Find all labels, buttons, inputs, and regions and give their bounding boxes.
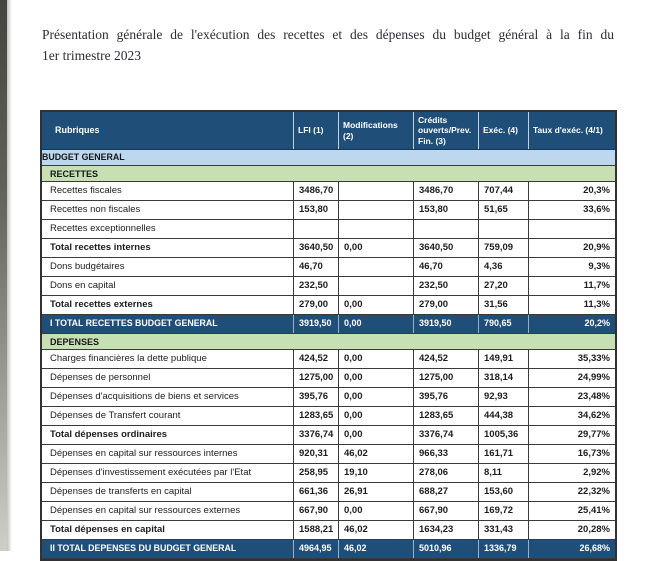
cell-taux-exec: 34,62%	[577, 410, 610, 421]
cell-modifications: 46,02	[339, 445, 414, 463]
table-row	[42, 388, 615, 407]
cell-credits-ouverts: 424,52	[414, 350, 479, 368]
row-label: Dépenses d'acquisitions de biens et services	[42, 388, 294, 406]
scanned-page-edge	[0, 0, 7, 551]
cell-modifications: 0,00	[339, 502, 414, 520]
table-row	[42, 182, 615, 201]
row-label: Recettes fiscales	[42, 182, 294, 200]
cell-credits-ouverts: 5010,96	[414, 540, 479, 558]
table-row	[42, 521, 615, 540]
group-header-budget-general: BUDGET GENERAL	[42, 150, 615, 166]
cell-credits-ouverts: 279,00	[414, 296, 479, 314]
cell-taux-exec: 20,3%	[583, 185, 610, 196]
cell-exec: 318,14	[479, 369, 529, 387]
cell-exec: 8,11	[479, 464, 529, 482]
cell-exec: 31,56	[479, 296, 529, 314]
cell-credits-ouverts	[414, 220, 479, 238]
cell-exec	[479, 220, 529, 238]
row-label: Recettes exceptionnelles	[42, 220, 294, 238]
cell-lfi: 3376,74	[294, 426, 339, 444]
section-row: DEPENSES	[42, 334, 615, 350]
cell-exec: 707,44	[479, 182, 529, 200]
cell-taux-exec: 11,3%	[583, 299, 610, 310]
cell-lfi: 3486,70	[294, 182, 339, 200]
cell-modifications: 0,00	[339, 239, 414, 257]
table-row	[42, 296, 615, 315]
cell-exec: 27,20	[479, 277, 529, 295]
cell-credits-ouverts: 667,90	[414, 502, 479, 520]
cell-credits-ouverts: 278,06	[414, 464, 479, 482]
cell-taux-exec: 11,7%	[583, 280, 610, 291]
cell-credits-ouverts: 153,80	[414, 201, 479, 219]
cell-exec: 331,43	[479, 521, 529, 539]
column-header-rubriques: Rubriques	[42, 112, 294, 149]
total-row	[42, 540, 615, 559]
cell-exec: 1336,79	[479, 540, 529, 558]
cell-taux-exec: 2,92%	[583, 467, 610, 478]
cell-modifications: 46,02	[339, 521, 414, 539]
row-label: Dons en capital	[42, 277, 294, 295]
cell-modifications: 0,00	[339, 388, 414, 406]
cell-exec: 149,91	[479, 350, 529, 368]
cell-taux-exec: 20,9%	[583, 242, 610, 253]
total-row	[42, 315, 615, 334]
row-label: Dépenses en capital sur ressources externes	[42, 502, 294, 520]
table-row	[42, 258, 615, 277]
cell-lfi: 232,50	[294, 277, 339, 295]
cell-exec: 4,36	[479, 258, 529, 276]
cell-lfi: 1275,00	[294, 369, 339, 387]
cell-taux-exec: 29,77%	[577, 429, 610, 440]
cell-exec: 444,38	[479, 407, 529, 425]
cell-lfi: 3919,50	[294, 315, 339, 333]
table-row	[42, 445, 615, 464]
cell-lfi: 1283,65	[294, 407, 339, 425]
table-row	[42, 483, 615, 502]
cell-taux-exec: 20,2%	[584, 318, 610, 328]
cell-credits-ouverts: 966,33	[414, 445, 479, 463]
row-label: Dépenses de Transfert courant	[42, 407, 294, 425]
column-header-taux-exec: Taux d'exéc. (4/1)	[533, 125, 603, 136]
cell-modifications: 0,00	[339, 296, 414, 314]
cell-credits-ouverts: 1283,65	[414, 407, 479, 425]
cell-modifications	[339, 182, 414, 200]
cell-modifications: 0,00	[339, 315, 414, 333]
cell-credits-ouverts: 688,27	[414, 483, 479, 501]
cell-exec: 153,60	[479, 483, 529, 501]
cell-lfi: 395,76	[294, 388, 339, 406]
cell-credits-ouverts: 395,76	[414, 388, 479, 406]
cell-taux-exec: 20,28%	[577, 524, 610, 535]
cell-modifications: 26,91	[339, 483, 414, 501]
cell-modifications: 0,00	[339, 407, 414, 425]
budget-table-body	[42, 166, 615, 559]
cell-taux-exec	[529, 220, 615, 238]
cell-taux-exec: 26,68%	[579, 543, 610, 553]
table-header-row	[42, 112, 615, 150]
cell-lfi: 4964,95	[294, 540, 339, 558]
cell-exec: 51,65	[479, 201, 529, 219]
cell-modifications	[339, 220, 414, 238]
cell-credits-ouverts: 3919,50	[414, 315, 479, 333]
cell-credits-ouverts: 1634,23	[414, 521, 479, 539]
table-row	[42, 369, 615, 388]
column-header-modifications: Modifications (2)	[339, 112, 414, 149]
cell-modifications	[339, 201, 414, 219]
row-label: II TOTAL DEPENSES DU BUDGET GENERAL	[42, 540, 294, 558]
cell-taux-exec: 16,73%	[577, 448, 610, 459]
cell-taux-exec: 23,48%	[577, 391, 610, 402]
cell-lfi	[294, 220, 339, 238]
column-header-lfi: LFI (1)	[294, 112, 339, 149]
cell-exec: 790,65	[479, 315, 529, 333]
cell-lfi: 1588,21	[294, 521, 339, 539]
table-row	[42, 277, 615, 296]
row-label: Total recettes internes	[42, 239, 294, 257]
section-row: RECETTES	[42, 166, 615, 182]
cell-modifications: 46,02	[339, 540, 414, 558]
cell-modifications	[339, 277, 414, 295]
cell-exec: 161,71	[479, 445, 529, 463]
table-row	[42, 426, 615, 445]
row-label: Charges financières la dette publique	[42, 350, 294, 368]
cell-exec: 1005,36	[479, 426, 529, 444]
row-label: I TOTAL RECETTES BUDGET GENERAL	[42, 315, 294, 333]
row-label: Dépenses d'investissement exécutées par l'Etat	[42, 464, 294, 482]
row-label: Dépenses en capital sur ressources internes	[42, 445, 294, 463]
cell-lfi: 153,80	[294, 201, 339, 219]
row-label: Dépenses de personnel	[42, 369, 294, 387]
table-row	[42, 220, 615, 239]
cell-taux-exec: 9,3%	[588, 261, 610, 272]
cell-taux-exec: 33,6%	[583, 204, 610, 215]
budget-table	[40, 110, 617, 561]
cell-lfi: 661,36	[294, 483, 339, 501]
scanned-page-edge-shadow	[7, 0, 12, 551]
cell-modifications: 0,00	[339, 369, 414, 387]
document-title-line1: Présentation générale de l'exécution des recettes et des dépenses du budget général à la fin du	[42, 27, 614, 42]
column-header-credits-ouverts: Crédits ouverts/Prev. Fin. (3)	[414, 112, 479, 149]
table-row	[42, 201, 615, 220]
cell-taux-exec: 22,32%	[577, 486, 610, 497]
row-label: Dépenses de transferts en capital	[42, 483, 294, 501]
cell-modifications	[339, 258, 414, 276]
cell-modifications: 19,10	[339, 464, 414, 482]
cell-taux-exec: 35,33%	[577, 353, 610, 364]
document-title	[42, 24, 614, 66]
row-label: Dons budgétaires	[42, 258, 294, 276]
column-header-exec: Exéc. (4)	[479, 112, 529, 149]
table-row	[42, 350, 615, 369]
cell-lfi: 3640,50	[294, 239, 339, 257]
cell-lfi: 667,90	[294, 502, 339, 520]
row-label: Total dépenses en capital	[42, 521, 294, 539]
cell-credits-ouverts: 1275,00	[414, 369, 479, 387]
table-row	[42, 407, 615, 426]
cell-credits-ouverts: 232,50	[414, 277, 479, 295]
cell-lfi: 279,00	[294, 296, 339, 314]
cell-modifications: 0,00	[339, 350, 414, 368]
cell-modifications: 0,00	[339, 426, 414, 444]
table-row	[42, 464, 615, 483]
table-row	[42, 239, 615, 258]
row-label: Recettes non fiscales	[42, 201, 294, 219]
cell-lfi: 424,52	[294, 350, 339, 368]
cell-lfi: 46,70	[294, 258, 339, 276]
cell-taux-exec: 24,99%	[577, 372, 610, 383]
cell-credits-ouverts: 3486,70	[414, 182, 479, 200]
row-label: Total recettes externes	[42, 296, 294, 314]
cell-lfi: 920,31	[294, 445, 339, 463]
cell-lfi: 258,95	[294, 464, 339, 482]
cell-exec: 759,09	[479, 239, 529, 257]
row-label: Total dépenses ordinaires	[42, 426, 294, 444]
document-title-line2: 1er trimestre 2023	[42, 48, 141, 63]
cell-credits-ouverts: 46,70	[414, 258, 479, 276]
cell-credits-ouverts: 3640,50	[414, 239, 479, 257]
cell-exec: 92,93	[479, 388, 529, 406]
cell-credits-ouverts: 3376,74	[414, 426, 479, 444]
cell-exec: 169,72	[479, 502, 529, 520]
cell-taux-exec: 25,41%	[577, 505, 610, 516]
table-row	[42, 502, 615, 521]
